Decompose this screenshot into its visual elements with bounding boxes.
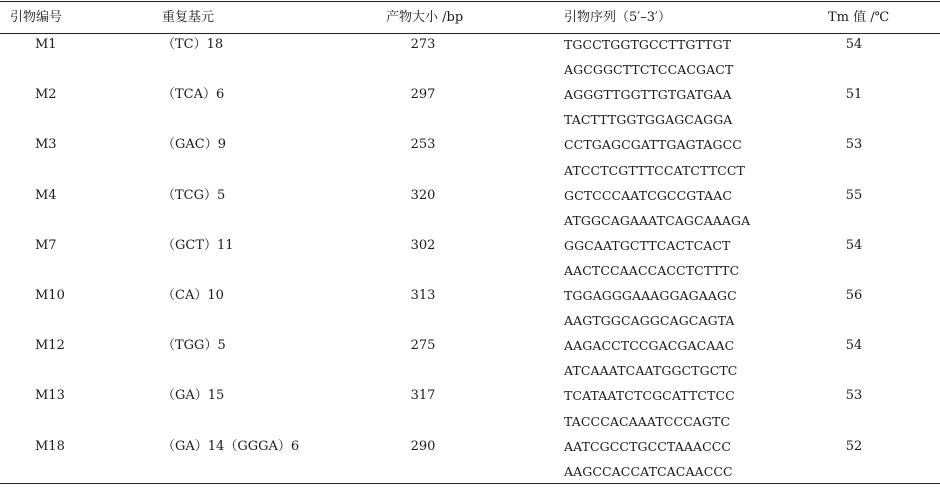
- forward-sequence: GCTCCCAATCGCCGTAAC: [564, 187, 733, 203]
- tm-value: 53: [845, 137, 863, 153]
- forward-sequence: TGCCTGGTGCCTTGTTGT: [564, 37, 732, 52]
- repeat-motif: （TCA）6: [162, 87, 225, 103]
- forward-sequence: CCTGAGCGATTGAGTAGCC: [564, 137, 742, 153]
- forward-sequence: GGCAATGCTTCACTCACT: [564, 237, 731, 253]
- forward-sequence: TCATAATCTCGCATTCTCC: [564, 388, 735, 404]
- reverse-sequence: ATGGCAGAAATCAGCAAAGA: [564, 212, 751, 228]
- header-product-size: 产物大小 /bp: [386, 10, 464, 25]
- forward-sequence: AATCGCCTGCCTAAACCC: [564, 438, 732, 454]
- table-top-rule: [0, 1, 940, 2]
- repeat-motif: （GA）14（GGGA）6: [162, 438, 300, 454]
- repeat-motif: （TGG）5: [162, 338, 226, 354]
- repeat-motif: （TCG）5: [162, 187, 226, 203]
- header-primer-name: 引物编号: [10, 10, 63, 25]
- primer-name: M4: [35, 187, 57, 203]
- header-repeat-motif: 重复基元: [162, 10, 215, 25]
- forward-sequence: AGGGTTGGTTGTGATGAA: [564, 87, 732, 103]
- tm-value: 51: [845, 87, 863, 103]
- repeat-motif: （GAC）9: [162, 137, 226, 153]
- product-size: 275: [410, 338, 436, 354]
- product-size: 302: [410, 237, 436, 253]
- forward-sequence: AAGACCTCCGACGACAAC: [564, 338, 735, 354]
- table-header-rule: [0, 33, 940, 34]
- primer-name: M1: [35, 37, 57, 52]
- product-size: 313: [410, 288, 436, 303]
- tm-value: 54: [845, 338, 863, 354]
- header-tm-value: Tm 值 /℃: [828, 10, 890, 25]
- repeat-motif: （GA）15: [162, 388, 225, 404]
- primer-name: M10: [35, 288, 65, 303]
- tm-value: 56: [845, 288, 863, 303]
- reverse-sequence: AAGCCACCATCACAACCC: [564, 463, 733, 479]
- primer-name: M7: [35, 237, 57, 253]
- product-size: 273: [410, 37, 436, 52]
- header-primer-sequence: 引物序列（5′–3′）: [564, 10, 671, 25]
- reverse-sequence: AACTCCAACCACCTCTTTC: [564, 262, 740, 278]
- reverse-sequence: ATCCTCGTTTCCATCTTCCT: [564, 162, 745, 178]
- product-size: 317: [410, 388, 436, 404]
- primer-name: M13: [35, 388, 65, 404]
- repeat-motif: （CA）10: [162, 288, 224, 303]
- forward-sequence: TGGAGGGAAAGGAGAAGC: [564, 288, 737, 303]
- reverse-sequence: ATCAAATCAATGGCTGCTC: [564, 363, 738, 379]
- product-size: 297: [410, 87, 436, 103]
- table-bottom-rule: [0, 483, 940, 484]
- repeat-motif: （GCT）11: [162, 237, 234, 253]
- repeat-motif: （TC）18: [162, 37, 224, 52]
- product-size: 253: [410, 137, 436, 153]
- product-size: 320: [410, 187, 436, 203]
- product-size: 290: [410, 438, 436, 454]
- tm-value: 55: [845, 187, 863, 203]
- reverse-sequence: TACTTTGGTGGAGCAGGA: [564, 112, 733, 128]
- tm-value: 52: [845, 438, 863, 454]
- primer-name: M12: [35, 338, 65, 354]
- primer-name: M18: [35, 438, 65, 454]
- reverse-sequence: AGCGGCTTCTCCACGACT: [564, 62, 734, 78]
- reverse-sequence: TACCCACAAATCCCAGTC: [564, 413, 731, 429]
- tm-value: 54: [845, 37, 863, 52]
- tm-value: 53: [845, 388, 863, 404]
- reverse-sequence: AAGTGGCAGGCAGCAGTA: [564, 313, 735, 329]
- primer-name: M2: [35, 87, 57, 103]
- tm-value: 54: [845, 237, 863, 253]
- primer-name: M3: [35, 137, 57, 153]
